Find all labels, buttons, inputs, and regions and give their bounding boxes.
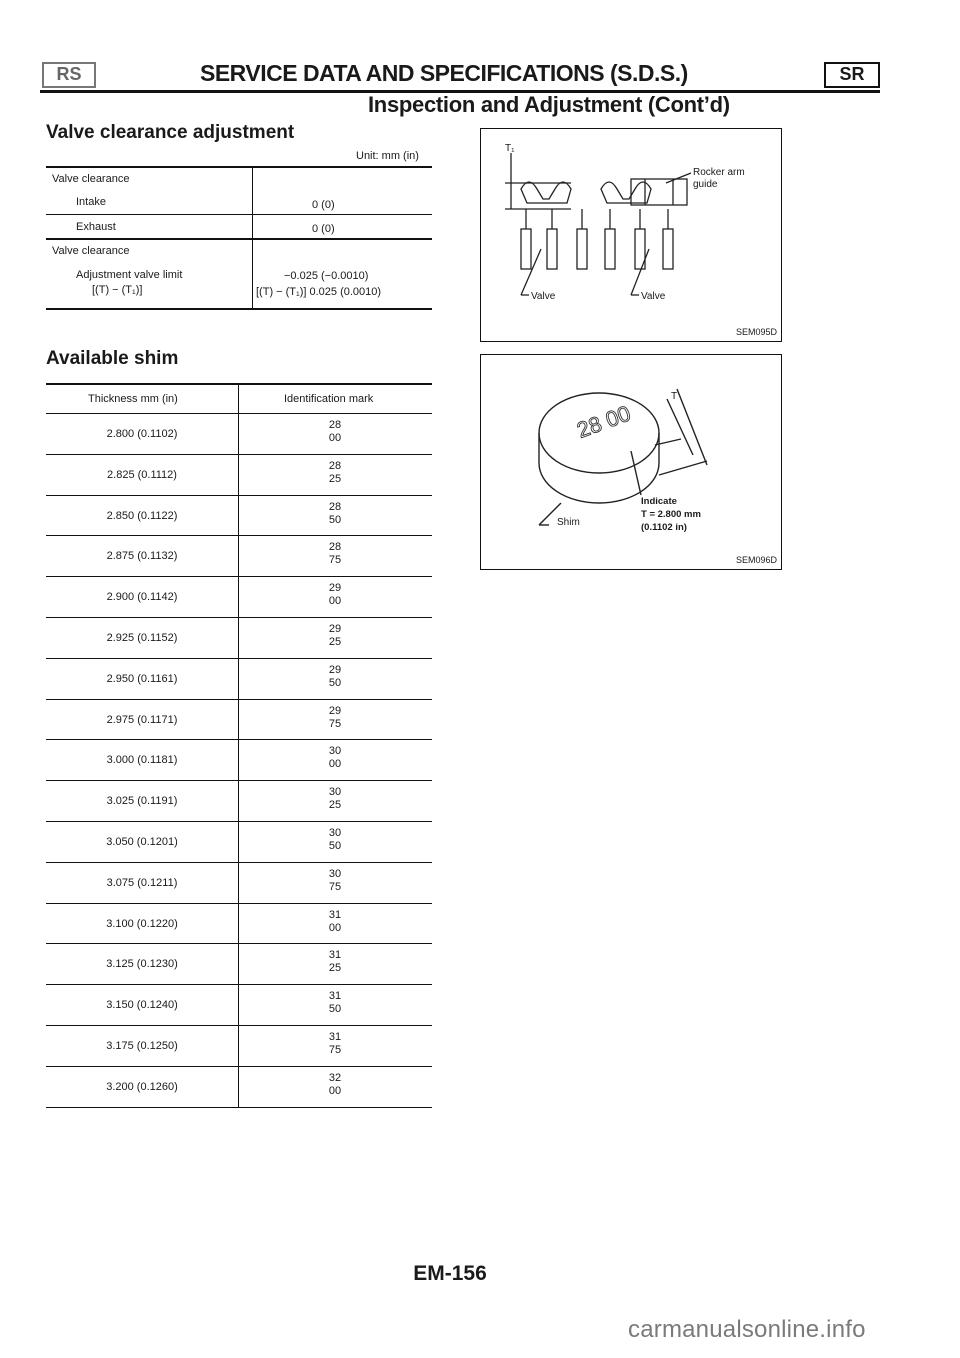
shim-table xyxy=(46,383,432,1108)
mark-line: 00 xyxy=(328,1084,342,1097)
dimension-t-label: T xyxy=(671,391,678,402)
watermark: carmanualsonline.info xyxy=(628,1316,866,1343)
table-row xyxy=(46,904,432,945)
mark-cell xyxy=(238,419,432,445)
table-row xyxy=(46,822,432,863)
mark-line: 75 xyxy=(328,880,342,893)
mark-cell xyxy=(238,745,432,771)
table-rule xyxy=(46,166,432,168)
mark-line: 00 xyxy=(328,432,342,444)
thickness-cell: 3.050 (0.1201) xyxy=(106,835,178,848)
limit-value-formula: [(T) − (T₁)] 0.025 (0.0010) xyxy=(256,286,382,298)
table-row xyxy=(46,1067,432,1108)
mark-line: 30 xyxy=(328,826,342,839)
mark-line: 28 xyxy=(328,419,342,431)
mark-line: 28 xyxy=(328,541,342,554)
thickness-cell: 2.975 (0.1171) xyxy=(106,713,178,726)
mark-cell xyxy=(238,1031,432,1057)
thickness-cell: 3.000 (0.1181) xyxy=(106,754,178,767)
valve-label-left: Valve xyxy=(531,291,556,302)
mark-line: 75 xyxy=(328,717,342,730)
thickness-cell: 3.150 (0.1240) xyxy=(106,999,178,1012)
mark-cell xyxy=(238,868,432,894)
mark-line: 75 xyxy=(328,554,342,567)
mark-cell xyxy=(238,664,432,690)
section-badge-right: SR xyxy=(824,62,880,88)
mark-line: 50 xyxy=(328,1003,342,1016)
table-row xyxy=(46,577,432,618)
valve-clearance-heading: Valve clearance adjustment xyxy=(46,122,295,143)
mark-cell xyxy=(238,909,432,935)
mark-line: 31 xyxy=(328,990,342,1003)
thickness-cell: 2.925 (0.1152) xyxy=(106,631,178,644)
thickness-cell: 3.025 (0.1191) xyxy=(106,795,178,808)
mark-line: 29 xyxy=(328,704,342,717)
mark-line: 29 xyxy=(328,663,342,676)
table-row xyxy=(46,781,432,822)
table-rule xyxy=(46,308,432,310)
mark-cell xyxy=(238,990,432,1016)
page-subtitle: Inspection and Adjustment (Cont’d) xyxy=(368,92,730,117)
mark-line: 31 xyxy=(328,1030,342,1043)
thickness-cell: 3.125 (0.1230) xyxy=(106,958,178,971)
shim-rows xyxy=(46,414,432,1108)
table-rule xyxy=(46,214,432,215)
mark-line: 50 xyxy=(328,676,342,689)
mark-line: 30 xyxy=(328,867,342,880)
mark-line: 28 xyxy=(328,459,342,472)
valve-clearance-table xyxy=(46,166,432,310)
mark-line: 29 xyxy=(328,582,342,595)
column-header-mark: Identification mark xyxy=(284,393,374,405)
mark-line: 25 xyxy=(328,472,342,485)
table-row xyxy=(46,944,432,985)
table-header xyxy=(46,383,432,414)
mark-cell xyxy=(238,827,432,853)
thickness-cell: 2.875 (0.1132) xyxy=(106,550,178,563)
table-rule xyxy=(46,238,432,240)
rocker-arm-diagram xyxy=(481,129,781,341)
mark-line: 29 xyxy=(328,622,342,635)
page-header-title: SERVICE DATA AND SPECIFICATIONS (S.D.S.) xyxy=(200,60,688,86)
thickness-cell: 3.175 (0.1250) xyxy=(106,1039,178,1052)
thickness-cell: 2.900 (0.1142) xyxy=(106,591,178,604)
figure-rocker-arm xyxy=(480,128,782,342)
mark-cell xyxy=(238,541,432,567)
table-row xyxy=(46,536,432,577)
mark-cell xyxy=(238,501,432,527)
thickness-cell: 2.800 (0.1102) xyxy=(106,428,178,440)
indicate-note xyxy=(641,495,701,534)
limit-value: −0.025 (−0.0010) xyxy=(284,270,369,282)
mark-cell xyxy=(238,786,432,812)
mark-line: 50 xyxy=(328,513,342,526)
thickness-cell: 2.950 (0.1161) xyxy=(106,672,178,685)
table-row xyxy=(46,863,432,904)
mark-line: 00 xyxy=(328,595,342,608)
mark-line: 25 xyxy=(328,799,342,812)
mark-cell xyxy=(238,705,432,731)
mark-line: 00 xyxy=(328,758,342,771)
shim-label: Shim xyxy=(557,517,580,528)
table-row xyxy=(46,1026,432,1067)
mark-line: 00 xyxy=(328,921,342,934)
shim-diagram xyxy=(481,355,781,569)
thickness-cell: 3.100 (0.1220) xyxy=(106,917,178,930)
thickness-cell: 3.200 (0.1260) xyxy=(106,1080,178,1093)
mark-line: 28 xyxy=(328,500,342,513)
intake-label: Intake xyxy=(76,196,106,208)
table-row xyxy=(46,659,432,700)
valve-label-right: Valve xyxy=(641,291,666,302)
thickness-cell: 2.850 (0.1122) xyxy=(106,509,178,522)
label-line: Rocker arm xyxy=(693,167,745,178)
exhaust-label: Exhaust xyxy=(76,221,116,233)
mark-line: 32 xyxy=(328,1071,342,1084)
rocker-arm-guide-label xyxy=(693,167,745,191)
label-line: guide xyxy=(693,179,718,190)
mark-line: 75 xyxy=(328,1043,342,1056)
note-line: T = 2.800 mm xyxy=(641,509,701,520)
figure-code: SEM096D xyxy=(735,555,777,565)
mark-line: 30 xyxy=(328,745,342,758)
mark-line: 50 xyxy=(328,839,342,852)
mark-line: 31 xyxy=(328,949,342,962)
table-row xyxy=(46,618,432,659)
table-row xyxy=(46,700,432,741)
limit-formula: [(T) − (T₁)] xyxy=(92,284,143,296)
table-row xyxy=(46,985,432,1026)
figure-code: SEM095D xyxy=(735,327,777,337)
intake-value: 0 (0) xyxy=(312,199,335,211)
table-row xyxy=(46,455,432,496)
mark-line: 30 xyxy=(328,786,342,799)
available-shim-heading: Available shim xyxy=(46,348,179,369)
column-header-thickness: Thickness mm (in) xyxy=(88,393,178,405)
mark-line: 31 xyxy=(328,908,342,921)
group-label: Valve clearance xyxy=(52,173,130,185)
mark-line: 25 xyxy=(328,635,342,648)
section-badge-left: RS xyxy=(42,62,96,88)
mark-cell xyxy=(238,460,432,486)
shim-engraving: 28 00 xyxy=(573,400,634,443)
table-row xyxy=(46,496,432,537)
dimension-t1-label: T₁ xyxy=(505,143,515,154)
thickness-cell: 3.075 (0.1211) xyxy=(106,876,178,889)
group-label: Valve clearance xyxy=(52,245,130,257)
mark-cell xyxy=(238,582,432,608)
exhaust-value: 0 (0) xyxy=(312,223,335,235)
note-line: Indicate xyxy=(641,496,677,507)
mark-cell xyxy=(238,623,432,649)
mark-line: 25 xyxy=(328,962,342,975)
table-row xyxy=(46,740,432,781)
page-number: EM-156 xyxy=(413,1262,487,1285)
note-line: (0.1102 in) xyxy=(641,522,687,533)
figure-shim xyxy=(480,354,782,570)
unit-label: Unit: mm (in) xyxy=(356,150,419,162)
mark-cell xyxy=(238,1072,432,1098)
mark-cell xyxy=(238,949,432,975)
table-row xyxy=(46,414,432,455)
thickness-cell: 2.825 (0.1112) xyxy=(107,468,177,481)
limit-label: Adjustment valve limit xyxy=(76,269,183,281)
